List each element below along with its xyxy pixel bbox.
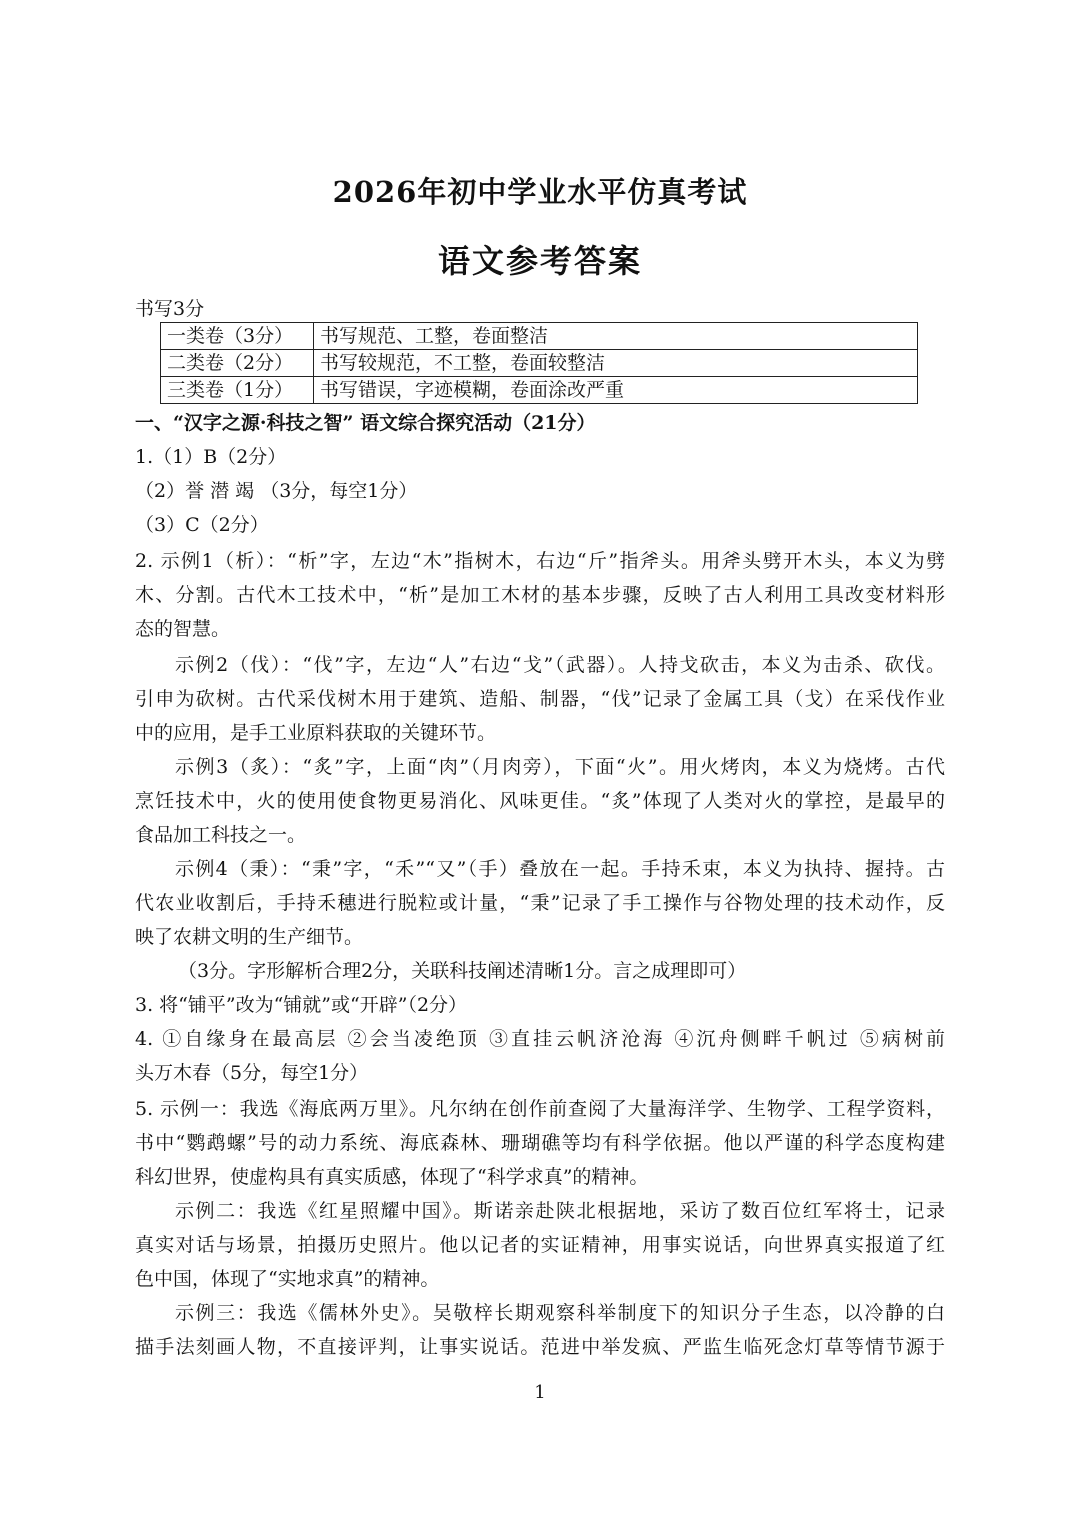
criteria-cell: 书写错误，字迹模糊，卷面涂改严重 <box>314 377 918 404</box>
scoring-note: （3分。字形解析合理2分，关联科技阐述清晰1分。言之成理即可） <box>178 960 747 982</box>
answer-line: 态的智慧。 <box>135 618 231 640</box>
answer-line: 头万木春（5分，每空1分） <box>135 1062 369 1084</box>
answer-key-title: 语文参考答案 <box>437 242 642 280</box>
criteria-cell: 书写规范、工整，卷面整洁 <box>314 323 918 350</box>
answer-line: 示例二：我选《红星照耀中国》。斯诺亲赴陕北根据地，采访了数百位红军将士，记录 <box>175 1200 945 1222</box>
answer-line: 木、分割。古代木工技术中，“析”是加工木材的基本步骤，反映了古人利用工具改变材料形 <box>135 584 945 606</box>
answer-line: 食品加工科技之一。 <box>135 824 307 846</box>
answer-line: 示例三：我选《儒林外史》。吴敬梓长期观察科举制度下的知识分子生态，以冷静的白 <box>175 1302 945 1324</box>
table-row <box>161 323 918 350</box>
answer-line: 描手法刻画人物，不直接评判，让事实说话。范进中举发疯、严监生临死念灯草等情节源于 <box>135 1336 945 1358</box>
grade-cell: 三类卷（1分） <box>161 377 314 404</box>
answer-line: 3. 将“铺平”改为“铺就”或“开辟”（2分） <box>135 994 468 1016</box>
criteria-cell: 书写较规范，不工整，卷面较整洁 <box>314 350 918 377</box>
answer-line: （3）C（2分） <box>135 514 269 536</box>
answer-line: 中的应用，是手工业原料获取的关键环节。 <box>135 722 497 744</box>
writing-score-table <box>160 322 918 404</box>
answer-line: 5. 示例一：我选《海底两万里》。凡尔纳在创作前查阅了大量海洋学、生物学、工程学资料， <box>135 1098 945 1120</box>
section-heading: 一、“汉字之源·科技之智” 语文综合探究活动（21分） <box>135 412 596 434</box>
grade-cell: 一类卷（3分） <box>161 323 314 350</box>
table-row <box>161 377 918 404</box>
answer-line: 书中“鹦鹉螺”号的动力系统、海底森林、珊瑚礁等均有科学依据。他以严谨的科学态度构建 <box>135 1132 945 1154</box>
answer-line: 示例3（炙）：“炙”字，上面“肉”（月肉旁），下面“火”。用火烤肉，本义为烧烤。古代 <box>175 756 945 778</box>
page-number: 1 <box>534 1382 546 1403</box>
grade-cell: 二类卷（2分） <box>161 350 314 377</box>
answer-line: 映了农耕文明的生产细节。 <box>135 926 364 948</box>
exam-title: 2026年初中学业水平仿真考试 <box>332 175 748 209</box>
table-row <box>161 350 918 377</box>
answer-line: 1.（1）B（2分） <box>135 446 287 468</box>
answer-line: 示例4（秉）：“秉”字，“禾”“又”（手）叠放在一起。手持禾束，本义为执持、握持。古 <box>175 858 945 880</box>
answer-line: 引申为砍树。古代采伐树木用于建筑、造船、制器，“伐”记录了金属工具（戈）在采伐作业 <box>135 688 945 710</box>
writing-score-label: 书写3分 <box>135 298 205 320</box>
answer-line: 2. 示例1（析）：“析”字，左边“木”指树木，右边“斤”指斧头。用斧头劈开木头，本义为劈 <box>135 550 945 572</box>
answer-line: 示例2（伐）：“伐”字，左边“人”右边“戈”（武器）。人持戈砍击，本义为击杀、砍伐。 <box>175 654 945 676</box>
answer-line: （2）誉 潜 竭 （3分，每空1分） <box>135 480 418 502</box>
answer-line: 4. ①自缘身在最高层 ②会当凌绝顶 ③直挂云帆济沧海 ④沉舟侧畔千帆过 ⑤病树前 <box>135 1028 945 1050</box>
answer-line: 代农业收割后，手持禾穗进行脱粒或计量，“秉”记录了手工操作与谷物处理的技术动作，反 <box>135 892 945 914</box>
answer-line: 真实对话与场景，拍摄历史照片。他以记者的实证精神，用事实说话，向世界真实报道了红 <box>135 1234 945 1256</box>
answer-line: 科幻世界，使虚构具有真实质感，体现了“科学求真”的精神。 <box>135 1166 649 1188</box>
answer-line: 烹饪技术中，火的使用使食物更易消化、风味更佳。“炙”体现了人类对火的掌控，是最早的 <box>135 790 945 812</box>
answer-line: 色中国，体现了“实地求真”的精神。 <box>135 1268 440 1290</box>
